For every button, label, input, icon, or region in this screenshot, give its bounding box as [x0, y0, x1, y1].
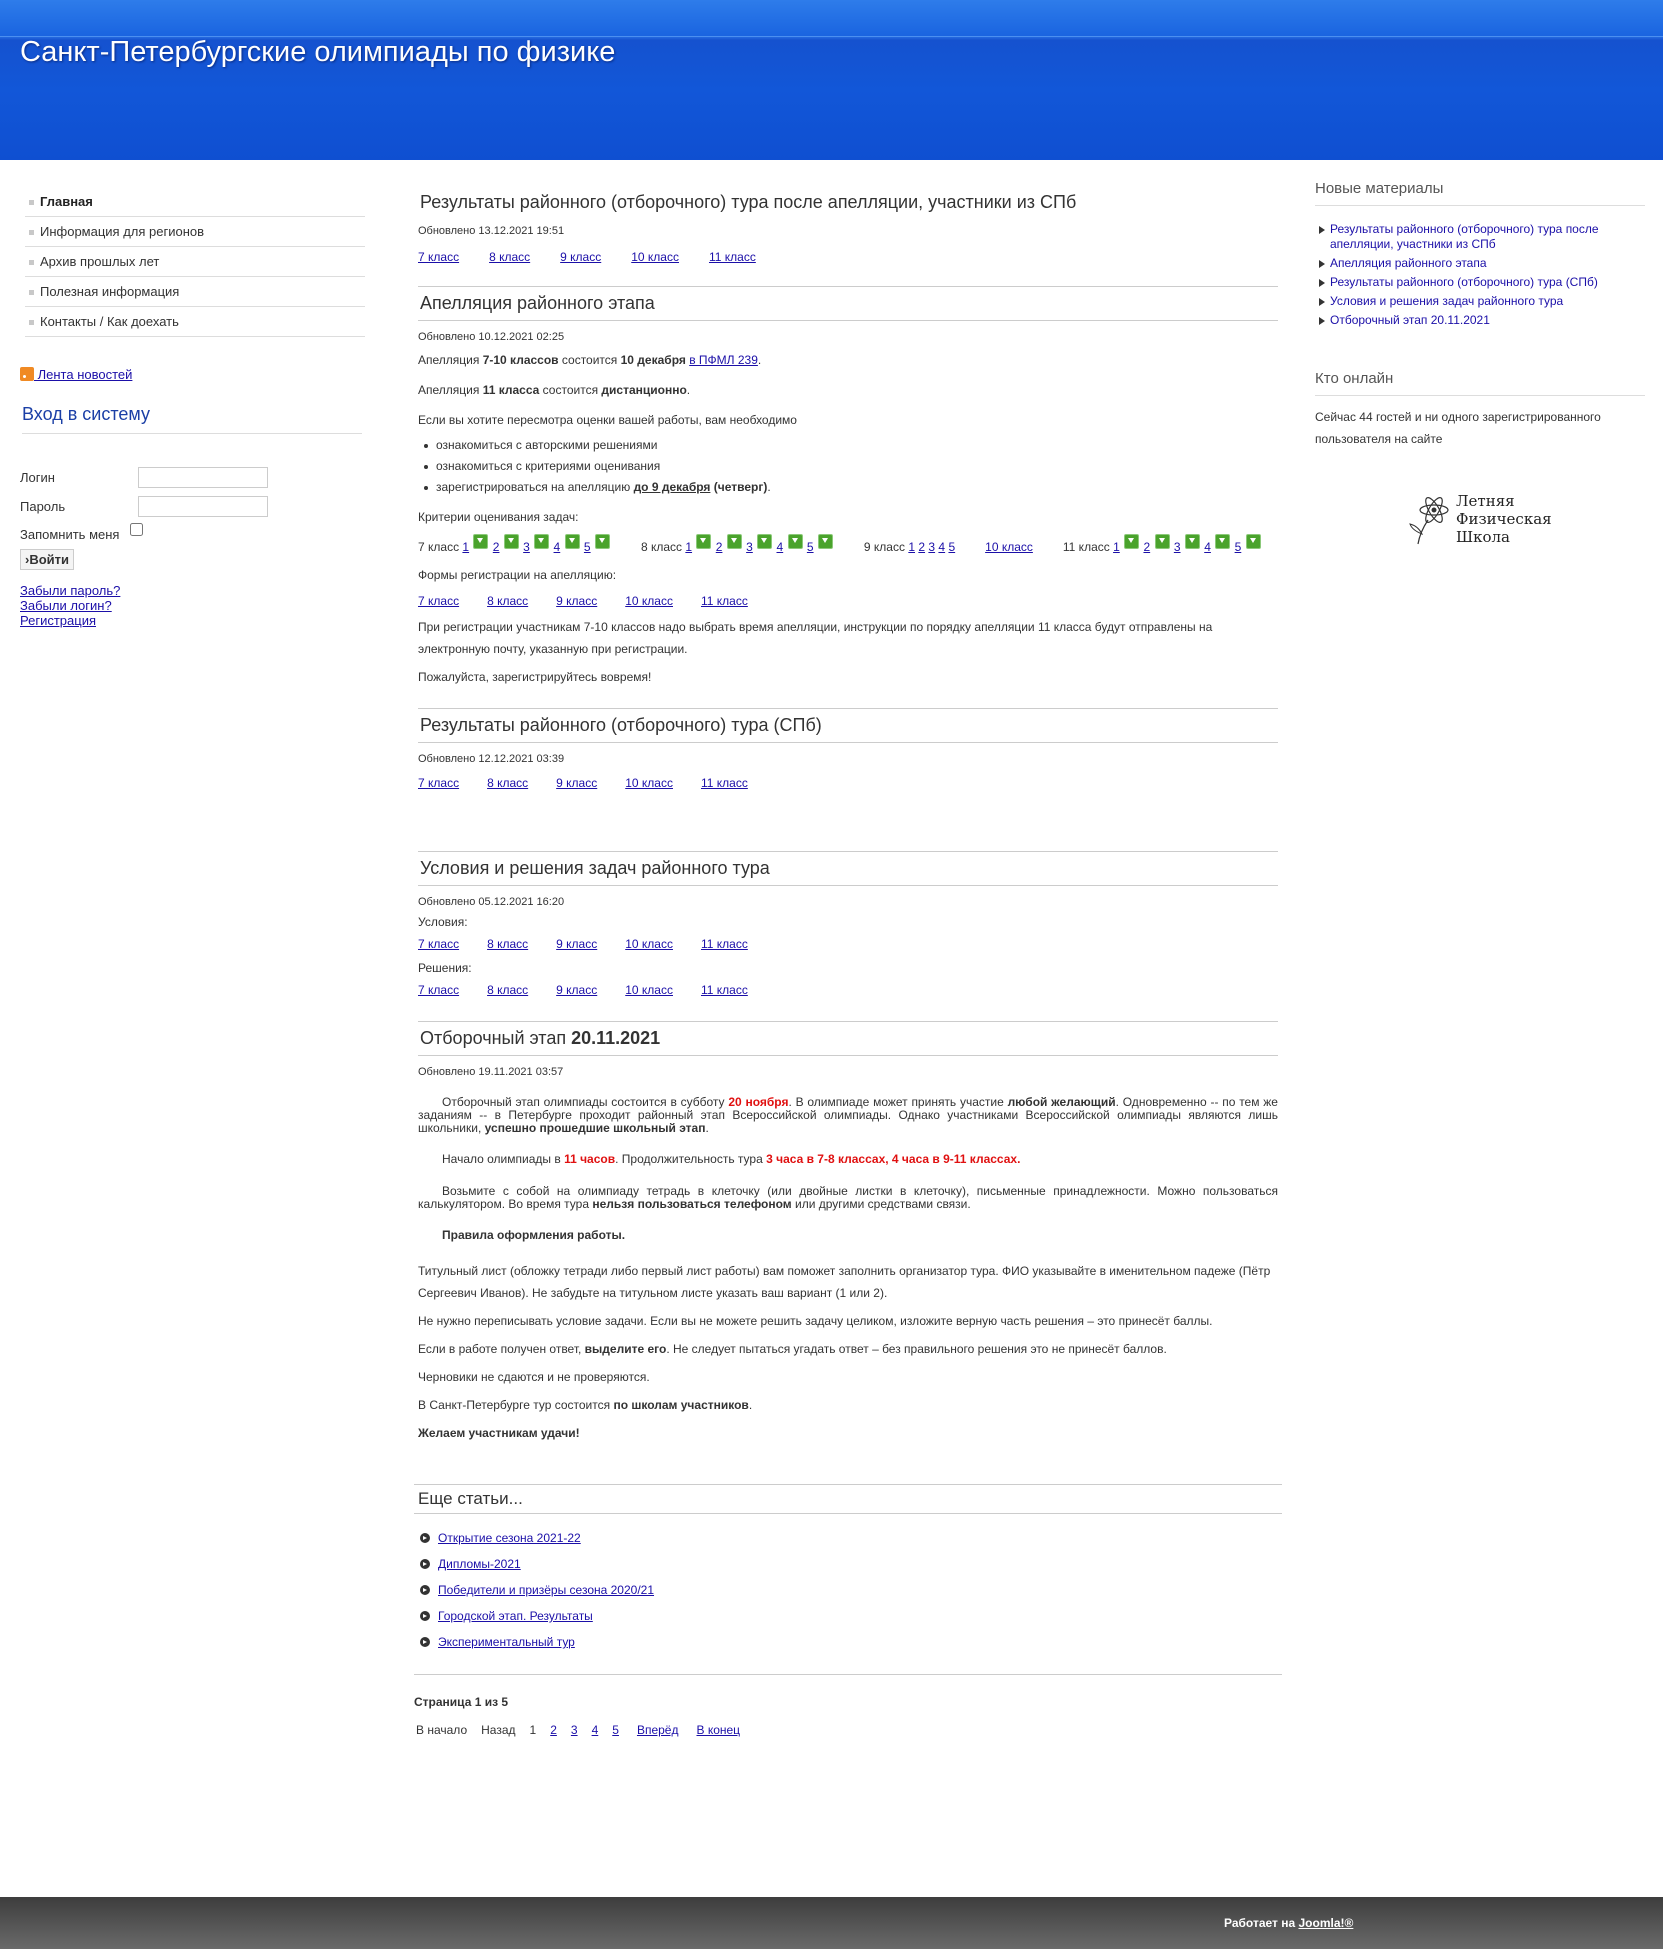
more-article-link[interactable]: Победители и призёры сезона 2020/21	[438, 1583, 655, 1597]
more-articles	[414, 1484, 1282, 1737]
text: состоится	[539, 383, 602, 397]
article-qualifying	[418, 1021, 1278, 1444]
criteria-link[interactable]: 4	[1204, 540, 1211, 554]
condition-link-10[interactable]: 10 класс	[625, 937, 673, 951]
right-column	[1315, 180, 1645, 550]
list-item: ознакомиться с авторскими решениями	[434, 435, 1278, 456]
password-label: Пароль	[20, 499, 66, 514]
article-updated: Обновлено 10.12.2021 02:25	[418, 331, 565, 343]
text: Возьмите с собой на олимпиаду тетрадь в клеточку (или двойные листки в клеточку), письменные принадлежности. Можно пользоваться калькулятором. Во время тура	[418, 1184, 1278, 1211]
download-icon[interactable]	[473, 534, 488, 549]
menu-item-label[interactable]: Архив прошлых лет	[40, 254, 160, 269]
rules-heading: Правила оформления работы.	[442, 1228, 626, 1242]
deadline: до 9 декабря	[633, 480, 711, 494]
site-header	[0, 0, 1663, 160]
article-title: Апелляция районного этапа	[418, 286, 1278, 321]
article-updated: Обновлено 13.12.2021 19:51	[418, 225, 565, 237]
class-link-11[interactable]: 11 класс	[700, 776, 748, 790]
online-text: Сейчас 44 гостей и ни одного зарегистрированного пользователя на сайте	[1315, 410, 1601, 446]
list-item[interactable]	[420, 1606, 1282, 1632]
condition-links	[418, 937, 1278, 951]
criteria-link[interactable]: 3	[746, 540, 753, 554]
criteria-link[interactable]: 1	[462, 540, 470, 554]
class-link-10[interactable]: 10 класс	[625, 776, 673, 790]
text: .	[748, 1398, 753, 1412]
list-item[interactable]	[420, 1554, 1282, 1580]
text: . В олимпиаде может принять участие	[788, 1095, 1008, 1109]
remember-label: Запомнить меня	[20, 527, 120, 542]
article-results-spb	[418, 708, 1278, 790]
article-problems	[418, 851, 1278, 997]
class-link-10[interactable]: 10 класс	[631, 250, 679, 264]
more-article-link[interactable]: Открытие сезона 2021-22	[438, 1531, 581, 1545]
text: В Санкт-Петербурге тур состоится	[418, 1398, 614, 1412]
text-bold: любой желающий	[1007, 1095, 1116, 1109]
criteria-link[interactable]: 3	[928, 540, 936, 554]
download-icon[interactable]	[1124, 534, 1139, 549]
password-input[interactable]	[138, 496, 268, 517]
class-link-7[interactable]: 7 класс	[418, 776, 460, 790]
class-links	[418, 776, 1278, 790]
text-bold: 20.11.2021	[571, 1028, 661, 1048]
site-title: Санкт-Петербургские олимпиады по физике	[20, 36, 616, 68]
criteria-link[interactable]: 5	[948, 540, 956, 554]
criteria-link[interactable]: 10 класс	[985, 540, 1033, 554]
appeal-steps	[418, 435, 1278, 498]
article-title	[418, 1021, 1278, 1056]
article-title	[418, 708, 1278, 743]
list-item	[434, 477, 1278, 498]
list-item[interactable]	[1319, 222, 1645, 252]
criteria-group-8	[641, 540, 834, 554]
newest-link[interactable]: Отборочный этап 20.11.2021	[1330, 313, 1490, 327]
remember-row	[20, 527, 119, 542]
criteria-link[interactable]: 2	[715, 540, 723, 554]
criteria-group-10	[985, 540, 1033, 554]
list-item[interactable]	[420, 1580, 1282, 1606]
text: .	[686, 383, 691, 397]
rules-no-copy: Не нужно переписывать условие задачи. Если вы не можете решить задачу целиком, изложите верную часть решения – это принесёт баллы.	[418, 1314, 1213, 1328]
more-article-link[interactable]: Городской этап. Результаты	[438, 1609, 593, 1623]
download-icon[interactable]	[595, 534, 610, 549]
login-label: Логин	[20, 470, 55, 485]
page-counter: Страница 1 из 5	[414, 1695, 509, 1709]
password-row	[20, 499, 65, 514]
text: Апелляция	[418, 353, 483, 367]
forgot-login-link[interactable]: Забыли логин?	[20, 598, 112, 613]
criteria-link[interactable]: 1	[1113, 540, 1120, 554]
text: Апелляция	[418, 383, 483, 397]
registration-reminder: Пожалуйста, зарегистрируйтесь вовремя!	[418, 670, 652, 684]
criteria-link[interactable]: 1	[685, 540, 693, 554]
text: Результаты районного	[420, 715, 611, 735]
pager-page-3[interactable]: 3	[570, 1723, 578, 1737]
text: .	[767, 480, 771, 494]
text: Начало олимпиады в	[442, 1152, 565, 1166]
list-item[interactable]	[420, 1528, 1282, 1554]
newest-list	[1315, 222, 1645, 328]
rules-drafts: Черновики не сдаются и не проверяются.	[418, 1370, 650, 1384]
qualifying-time	[418, 1153, 1278, 1166]
class-link-9[interactable]: 9 класс	[556, 776, 598, 790]
text: 7 класс	[418, 540, 460, 554]
criteria-link[interactable]: 2	[492, 540, 500, 554]
class-link-11[interactable]: 11 класс	[708, 250, 756, 264]
newest-link[interactable]: Апелляция районного этапа	[1330, 256, 1487, 270]
rss-feed[interactable]	[20, 367, 132, 382]
download-icon[interactable]	[504, 534, 519, 549]
text-bold: дистанционно	[601, 383, 687, 397]
form-link-11[interactable]: 11 класс	[700, 594, 748, 608]
summer-school-logo[interactable]	[1408, 490, 1645, 550]
text: . Одновременно -- по тем же заданиям -- в Петербурге проходит районный этап Всероссийской олимпиады. Однако участниками Всероссийской олимпиады являются лишь школьники,	[418, 1095, 1278, 1135]
criteria-link[interactable]: 5	[583, 540, 591, 554]
rules-title-page: Титульный лист (обложку тетради либо первый лист работы) вам поможет заполнить организатор тура. ФИО указывайте в именительном падеже (Пётр Сергеевич Иванов). Не забудьте на титульном листе указать ваш вариант (1 или 2).	[418, 1264, 1271, 1300]
condition-link-11[interactable]: 11 класс	[700, 937, 748, 951]
login-title: Вход в систему	[22, 404, 362, 434]
date-highlight: 20 ноября	[728, 1095, 789, 1109]
download-icon[interactable]	[788, 534, 803, 549]
download-icon[interactable]	[696, 534, 711, 549]
text-bold: 7-10 классов	[482, 353, 559, 367]
class-links	[418, 250, 1278, 264]
left-column	[20, 187, 365, 628]
criteria-link[interactable]: 4	[938, 540, 946, 554]
pager-end[interactable]: В конец	[696, 1723, 741, 1737]
account-links	[20, 583, 120, 628]
article-updated: Обновлено 19.11.2021 03:57	[418, 1066, 564, 1078]
download-icon[interactable]	[1246, 534, 1261, 549]
text: (отборочного) тура (СПб)	[610, 715, 822, 735]
download-icon[interactable]	[565, 534, 580, 549]
class-link-7[interactable]: 7 класс	[418, 250, 460, 264]
text-bold: 11 класса	[482, 383, 540, 397]
solutions-label: Решения:	[418, 961, 472, 975]
rules-answer	[418, 1338, 1278, 1360]
remember-checkbox[interactable]	[130, 523, 143, 536]
list-item[interactable]	[1319, 275, 1645, 290]
text: .	[757, 353, 762, 367]
login-button[interactable]: ›Войти	[20, 549, 74, 570]
joomla-link[interactable]: Joomla!®	[1298, 1916, 1354, 1930]
pager-page-5[interactable]: 5	[612, 1723, 619, 1737]
text: Отборочный этап	[420, 1028, 572, 1048]
list-item[interactable]	[420, 1632, 1282, 1658]
download-icon[interactable]	[818, 534, 833, 549]
newest-link[interactable]: Результаты районного (отборочного) тура (СПб)	[1330, 275, 1598, 289]
download-icon[interactable]	[1155, 534, 1170, 549]
more-articles-title: Еще статьи...	[414, 1484, 1282, 1514]
download-icon[interactable]	[1185, 534, 1200, 549]
text: Работает на	[1224, 1916, 1299, 1930]
header-top-band	[0, 0, 1663, 37]
registration-note: При регистрации участникам 7-10 классов надо выбрать время апелляции, инструкции по порядку апелляции 11 класса будут отправлены на электронную почту, указанную при регистрации.	[418, 620, 1213, 656]
main-content	[414, 180, 1278, 1737]
criteria-link[interactable]: 2	[1143, 540, 1151, 554]
article-updated: Обновлено 05.12.2021 16:20	[418, 896, 565, 908]
text-bold: выделите его	[584, 1342, 667, 1356]
list-item[interactable]	[1319, 313, 1645, 328]
logo-line: Физическая	[1456, 510, 1552, 528]
logo-text	[1456, 492, 1552, 546]
criteria-link[interactable]: 4	[776, 540, 784, 554]
list-item[interactable]	[1319, 294, 1645, 309]
article-results-appeal	[418, 180, 1278, 264]
text-bold: по школам участников	[613, 1398, 749, 1412]
class-link-8[interactable]: 8 класс	[487, 776, 529, 790]
site-footer	[0, 1897, 1663, 1949]
criteria-link[interactable]: 5	[806, 540, 814, 554]
rss-icon	[20, 367, 34, 381]
conditions-label: Условия:	[418, 915, 468, 929]
criteria-link[interactable]: 2	[918, 540, 926, 554]
appeal-7-10	[418, 349, 1278, 371]
criteria-link[interactable]: 1	[908, 540, 916, 554]
class-link-9[interactable]: 9 класс	[560, 250, 602, 264]
form-link-8[interactable]: 8 класс	[487, 594, 529, 608]
criteria-group-7	[418, 540, 611, 554]
menu-item-contacts[interactable]	[25, 307, 365, 337]
condition-link-9[interactable]: 9 класс	[556, 937, 598, 951]
condition-link-8[interactable]: 8 класс	[487, 937, 529, 951]
text: зарегистрироваться на апелляцию	[436, 480, 634, 494]
criteria-link[interactable]: 3	[523, 540, 530, 554]
criteria-group-9	[864, 540, 955, 554]
pager-prev: Назад	[481, 1723, 516, 1737]
menu-item-label[interactable]: Главная	[40, 194, 93, 209]
logo-line: Летняя	[1456, 492, 1515, 510]
text-bold: (четверг)	[710, 480, 768, 494]
menu-item-useful[interactable]	[25, 277, 365, 307]
text: Если в работе получен ответ,	[418, 1342, 585, 1356]
solution-link-10[interactable]: 10 класс	[625, 983, 673, 997]
menu-item-label[interactable]: Контакты / Как доехать	[40, 314, 179, 329]
article-title: Условия и решения задач районного тура	[418, 851, 1278, 886]
list-item[interactable]	[1319, 256, 1645, 271]
form-link-10[interactable]: 10 класс	[625, 594, 673, 608]
text-bold: нельзя пользоваться телефоном	[592, 1197, 792, 1211]
forgot-password-link[interactable]: Забыли пароль?	[20, 583, 121, 598]
solution-link-11[interactable]: 11 класс	[700, 983, 748, 997]
pagination	[414, 1723, 1282, 1737]
menu-item-label[interactable]: Полезная информация	[40, 284, 180, 299]
logo-line: Школа	[1456, 528, 1510, 546]
pager-current: 1	[529, 1723, 537, 1737]
menu-item-label[interactable]: Информация для регионов	[40, 224, 205, 239]
login-input[interactable]	[138, 467, 268, 488]
appeal-intro: Если вы хотите пересмотра оценки вашей работы, вам необходимо	[418, 413, 797, 427]
login-row	[20, 470, 55, 485]
download-icon[interactable]	[727, 534, 742, 549]
text: . Продолжительность тура	[615, 1152, 767, 1166]
newest-link[interactable]: Результаты районного (отборочного) тура после апелляции, участники из СПб	[1330, 222, 1599, 251]
appeal-11	[418, 379, 1278, 401]
download-icon[interactable]	[534, 534, 549, 549]
powered-by	[1224, 1916, 1353, 1930]
form-links	[418, 594, 1278, 608]
pager-page-2[interactable]: 2	[550, 1723, 557, 1737]
qualifying-bring	[418, 1185, 1278, 1211]
criteria-links	[418, 534, 1278, 556]
pfml-link[interactable]: в ПФМЛ 239	[689, 353, 758, 367]
solution-link-9[interactable]: 9 класс	[556, 983, 598, 997]
main-menu	[25, 187, 365, 337]
text-bold: 10 декабря	[620, 353, 686, 367]
text: состоится	[558, 353, 621, 367]
qualifying-intro	[418, 1096, 1278, 1135]
criteria-link[interactable]: 3	[1173, 540, 1181, 554]
article-title: Результаты районного (отборочного) тура после апелляции, участники из СПб	[420, 192, 1077, 212]
more-articles-list	[414, 1528, 1282, 1658]
atom-flower-icon	[1408, 490, 1452, 546]
pager-page-4[interactable]: 4	[591, 1723, 599, 1737]
form-link-7[interactable]: 7 класс	[418, 594, 460, 608]
article-appeal	[418, 286, 1278, 688]
condition-link-7[interactable]: 7 класс	[418, 937, 460, 951]
text: или другими средствами связи.	[791, 1197, 971, 1211]
more-article-link[interactable]: Дипломы-2021	[438, 1557, 521, 1571]
text: .	[705, 1121, 709, 1135]
criteria-link[interactable]: 5	[1234, 540, 1242, 554]
newest-link[interactable]: Условия и решения задач районного тура	[1330, 294, 1564, 308]
solution-links	[418, 983, 1278, 997]
rss-link[interactable]: Лента новостей	[34, 367, 133, 382]
form-link-9[interactable]: 9 класс	[556, 594, 598, 608]
more-article-link[interactable]: Экспериментальный тур	[438, 1635, 575, 1649]
pager-next[interactable]: Вперёд	[636, 1723, 679, 1737]
pager-start: В начало	[416, 1723, 468, 1737]
text: . Не следует пытаться угадать ответ – без правильного решения это не принесёт баллов.	[666, 1342, 1167, 1356]
solution-link-8[interactable]: 8 класс	[487, 983, 529, 997]
list-item: ознакомиться с критериями оценивания	[434, 456, 1278, 477]
duration-highlight: 3 часа в 7-8 классах, 4 часа в 9-11 классах.	[766, 1152, 1021, 1166]
forms-label: Формы регистрации на апелляцию:	[418, 568, 617, 582]
class-link-8[interactable]: 8 класс	[489, 250, 531, 264]
solution-link-7[interactable]: 7 класс	[418, 983, 460, 997]
article-updated: Обновлено 12.12.2021 03:39	[418, 753, 565, 765]
text: 8 класс	[640, 540, 683, 554]
rules-location	[418, 1394, 1278, 1416]
criteria-label: Критерии оценивания задач:	[418, 510, 579, 524]
menu-item-archive[interactable]	[25, 247, 365, 277]
menu-item-home[interactable]	[25, 187, 365, 217]
text: Отборочный этап олимпиады состоится в субботу	[442, 1095, 729, 1109]
time-highlight: 11 часов	[564, 1152, 616, 1166]
online-title: Кто онлайн	[1315, 370, 1645, 396]
newest-title: Новые материалы	[1315, 180, 1645, 206]
criteria-link[interactable]: 4	[553, 540, 561, 554]
register-link[interactable]: Регистрация	[20, 613, 96, 628]
menu-item-regions[interactable]	[25, 217, 365, 247]
download-icon[interactable]	[1215, 534, 1230, 549]
criteria-group-11	[1063, 540, 1262, 554]
download-icon[interactable]	[757, 534, 772, 549]
good-luck: Желаем участникам удачи!	[418, 1426, 580, 1440]
text-bold: успешно прошедшие школьный этап	[484, 1121, 706, 1135]
text: 9 класс	[863, 540, 905, 554]
divider	[414, 1674, 1282, 1675]
text: 11 класс	[1062, 540, 1110, 554]
